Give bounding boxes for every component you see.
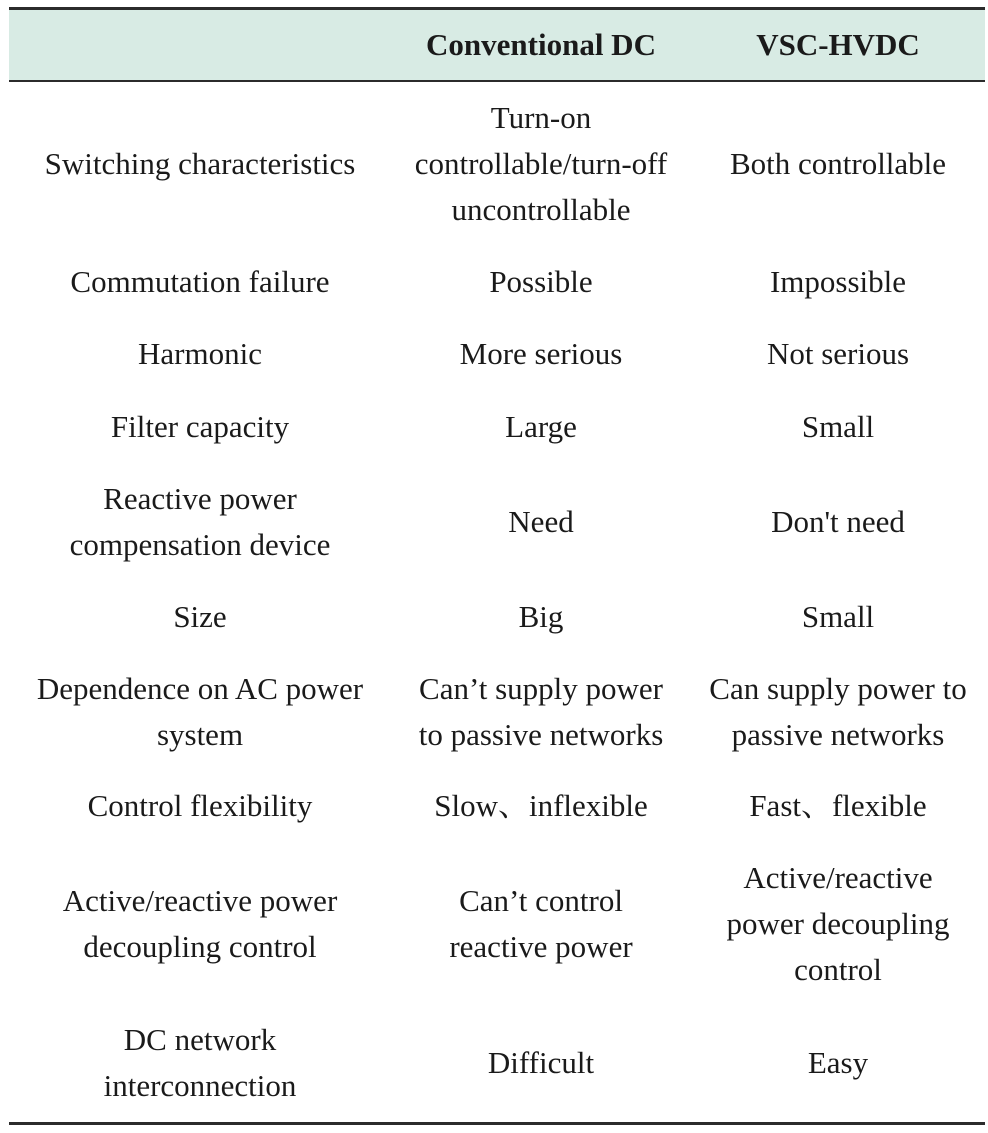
header-row: [9, 9, 985, 82]
row-feature: Control flexibility: [87, 788, 313, 823]
row-conventional-dc: Need: [508, 503, 574, 539]
row-vsc-hvdc: Not serious: [766, 336, 910, 371]
header-cell-vsc-hvdc: VSC-HVDC: [691, 9, 985, 82]
table-body: [9, 81, 985, 1123]
row-vsc-hvdc: Don't need: [771, 503, 905, 539]
row-conventional-dc: Can’t supply power to passive networks: [418, 670, 664, 752]
row-vsc-hvdc: Can supply power to passive networks: [709, 670, 967, 752]
row-feature: Active/reactive power decoupling control: [62, 882, 338, 964]
row-feature: DC network interconnection: [9, 1005, 391, 1123]
row-vsc-hvdc: Active/reactive power decoupling control: [726, 859, 950, 987]
table-header: [9, 9, 985, 82]
row-conventional-dc: Slow、inflexible: [434, 788, 648, 823]
row-vsc-hvdc: Small: [801, 408, 875, 444]
row-conventional-dc: Turn-on controllable/turn-off uncontrollable: [414, 99, 668, 227]
row-feature: Reactive power compensation device: [69, 480, 331, 562]
table-row: [9, 842, 985, 1005]
table-row: [9, 580, 985, 653]
row-conventional-dc: More serious: [459, 336, 623, 371]
row-feature: Dependence on AC power system: [36, 670, 364, 752]
row-vsc-hvdc: Easy: [691, 1005, 985, 1123]
row-conventional-dc: Can’t control reactive power: [449, 882, 633, 964]
row-feature: Size: [173, 598, 227, 634]
table-row: [9, 245, 985, 318]
table-row: [9, 770, 985, 842]
row-conventional-dc: Large: [505, 408, 577, 444]
header-cell-conventional-dc: Conventional DC: [391, 9, 691, 82]
row-conventional-dc: Big: [518, 598, 564, 634]
comparison-table: [9, 7, 985, 1125]
table-row: [9, 653, 985, 770]
row-feature: Harmonic: [138, 336, 262, 371]
row-feature: Commutation failure: [70, 263, 330, 299]
row-conventional-dc: Difficult: [391, 1005, 691, 1123]
row-feature: Filter capacity: [110, 408, 290, 444]
table-row: [9, 318, 985, 390]
table-row: [9, 463, 985, 580]
row-vsc-hvdc: Small: [801, 598, 875, 634]
table-row: [9, 81, 985, 245]
row-vsc-hvdc: Fast、flexible: [749, 788, 927, 823]
row-conventional-dc: Possible: [489, 263, 593, 299]
row-vsc-hvdc: Impossible: [769, 263, 907, 299]
header-cell-feature: [9, 9, 391, 82]
row-vsc-hvdc: Both controllable: [729, 145, 947, 181]
row-feature: Switching characteristics: [44, 145, 356, 181]
comparison-table-container: [9, 7, 985, 1125]
table-row: [9, 390, 985, 463]
table-row: [9, 1005, 985, 1123]
